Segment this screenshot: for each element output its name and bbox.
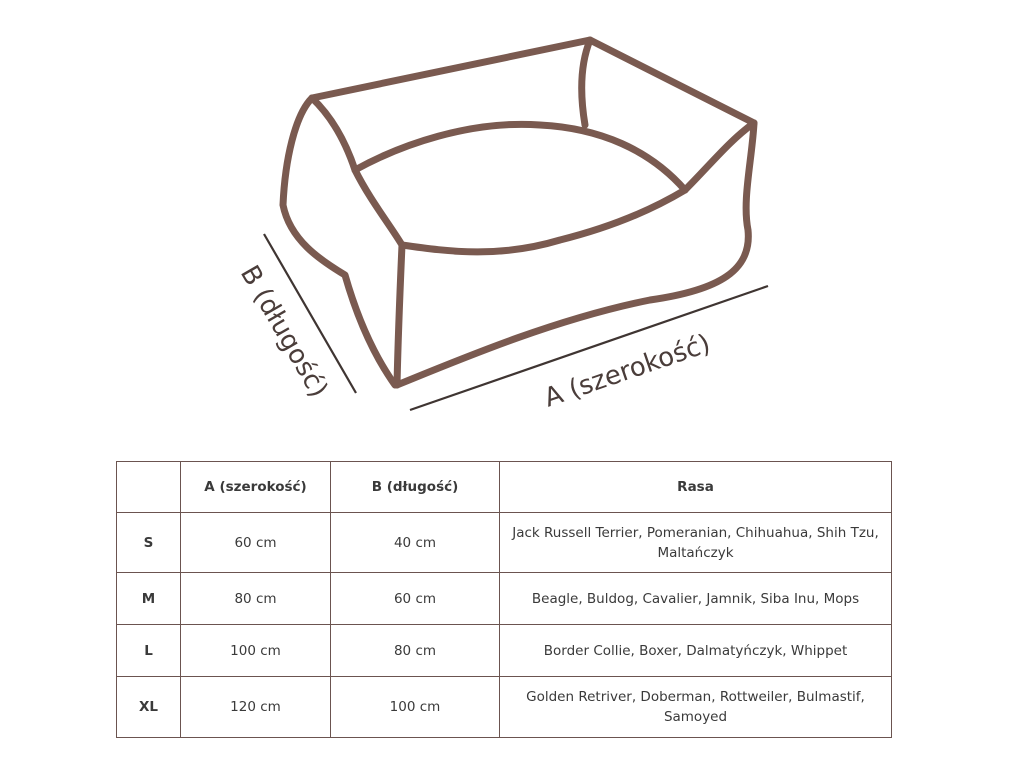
table-header-row bbox=[117, 462, 892, 513]
bed-front-edge bbox=[397, 245, 402, 385]
width-cell: 100 cm bbox=[181, 625, 331, 677]
bed-back-inner bbox=[582, 40, 590, 125]
size-cell: L bbox=[117, 625, 181, 677]
length-cell: 100 cm bbox=[331, 677, 500, 738]
size-cell: M bbox=[117, 573, 181, 625]
width-cell: 80 cm bbox=[181, 573, 331, 625]
size-cell: XL bbox=[117, 677, 181, 738]
table-row bbox=[117, 625, 892, 677]
table-row bbox=[117, 677, 892, 738]
breed-cell: Beagle, Buldog, Cavalier, Jamnik, Siba Inu, Mops bbox=[500, 573, 892, 625]
breed-cell: Jack Russell Terrier, Pomeranian, Chihuahua, Shih Tzu, Maltańczyk bbox=[500, 513, 892, 573]
size-table bbox=[116, 461, 892, 738]
table-row bbox=[117, 573, 892, 625]
breed-cell: Border Collie, Boxer, Dalmatyńczyk, Whippet bbox=[500, 625, 892, 677]
header-size bbox=[117, 462, 181, 513]
width-cell: 120 cm bbox=[181, 677, 331, 738]
length-cell: 60 cm bbox=[331, 573, 500, 625]
label-a-width: A (szerokość) bbox=[540, 328, 715, 414]
table-row bbox=[117, 513, 892, 573]
bed-cushion bbox=[355, 124, 685, 190]
bed-right-inner bbox=[685, 123, 754, 190]
header-width: A (szerokość) bbox=[181, 462, 331, 513]
header-length: B (długość) bbox=[331, 462, 500, 513]
size-cell: S bbox=[117, 513, 181, 573]
length-cell: 80 cm bbox=[331, 625, 500, 677]
width-cell: 60 cm bbox=[181, 513, 331, 573]
header-breed: Rasa bbox=[500, 462, 892, 513]
bed-back-rim bbox=[312, 40, 754, 123]
breed-cell: Golden Retriver, Doberman, Rottweiler, Bulmastif, Samoyed bbox=[500, 677, 892, 738]
label-b-length: B (długość) bbox=[233, 260, 334, 403]
length-cell: 40 cm bbox=[331, 513, 500, 573]
bed-front-rim bbox=[402, 190, 685, 252]
